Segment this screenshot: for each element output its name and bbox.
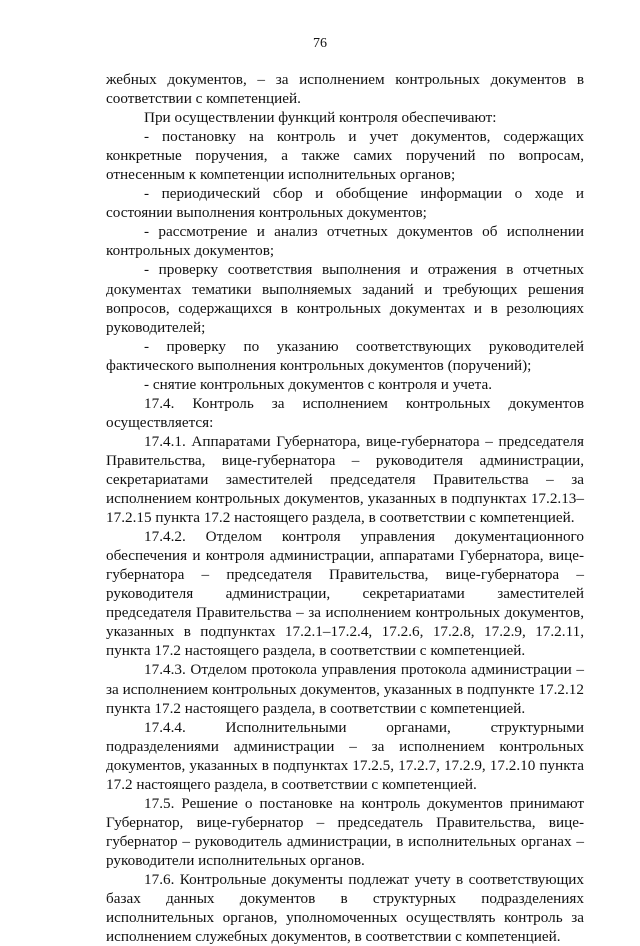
document-body xyxy=(106,70,584,946)
paragraph: жебных документов, – за исполнением контрольных документов в соответствии с компетенцией. xyxy=(106,71,584,108)
paragraph: 17.4.3. Отделом протокола управления протокола администрации – за исполнением контрольных документов, указанных в подпункте 17.2.12 пункта 17.2 настоящего раздела, в соответствии с компетенцией. xyxy=(106,661,584,717)
paragraph: - рассмотрение и анализ отчетных документов об исполнении контрольных документов; xyxy=(106,223,584,260)
paragraph: - постановку на контроль и учет документов, содержащих конкретные поручения, а также самих поручений по вопросам, отнесенным к компетенции исполнительных органов; xyxy=(106,128,584,184)
paragraph: 17.5. Решение о постановке на контроль документов принимают Губернатор, вице-губернатор – председатель Правительства, вице-губернатор – руководитель администрации, в исполнительных органах – руководители исполнительных органов. xyxy=(106,794,584,869)
paragraph: - снятие контрольных документов с контроля и учета. xyxy=(144,375,493,393)
page-number: 76 xyxy=(313,36,327,51)
paragraph: 17.4. Контроль за исполнением контрольных документов осуществляется: xyxy=(106,394,584,431)
paragraph: 17.4.2. Отделом контроля управления документационного обеспечения и контроля администрации, аппаратами Губернатора, вице-губернатора – председателя Правительства, вице-губернатора – руководителя администрации, секретариатами заместителей председателя Правительства – за исполнением контрольных документов, указанных в подпунктах 17.2.1–17.2.4, 17.2.6, 17.2.8, 17.2.9, 17.2.11, пункта 17.2 настоящего раздела, в соответствии с компетенцией. xyxy=(106,528,584,660)
paragraph: При осуществлении функций контроля обеспечивают: xyxy=(144,109,497,127)
paragraph: 17.6. Контрольные документы подлежат учету в соответствующих базах данных документов в структурных подразделениях исполнительных органов, уполномоченных осуществлять контроль за исполнением служебных документов, в соответствии с компетенцией. xyxy=(106,870,584,946)
paragraph: - проверку соответствия выполнения и отражения в отчетных документах тематики выполняемых заданий и требующих решения вопросов, содержащихся в контрольных документах и в резолюциях руководителей; xyxy=(106,261,584,336)
paragraph: - проверку по указанию соответствующих руководителей фактического выполнения контрольных документов (поручений); xyxy=(106,337,584,374)
paragraph: 17.4.1. Аппаратами Губернатора, вице-губернатора – председателя Правительства, вице-губернатора – руководителя администрации, секретариатами заместителей председателя Правительства – за исполнением контрольных документов, указанных в подпунктах 17.2.13–17.2.15 пункта 17.2 настоящего раздела, в соответствии с компетенцией. xyxy=(106,432,584,527)
paragraph: 17.4.4. Исполнительными органами, структурными подразделениями администрации – за исполнением контрольных документов, указанных в подпунктах 17.2.5, 17.2.7, 17.2.9, 17.2.10 пункта 17.2 настоящего раздела, в соответствии с компетенцией. xyxy=(106,718,584,793)
paragraph: - периодический сбор и обобщение информации о ходе и состоянии выполнения контрольных документов; xyxy=(106,185,584,222)
